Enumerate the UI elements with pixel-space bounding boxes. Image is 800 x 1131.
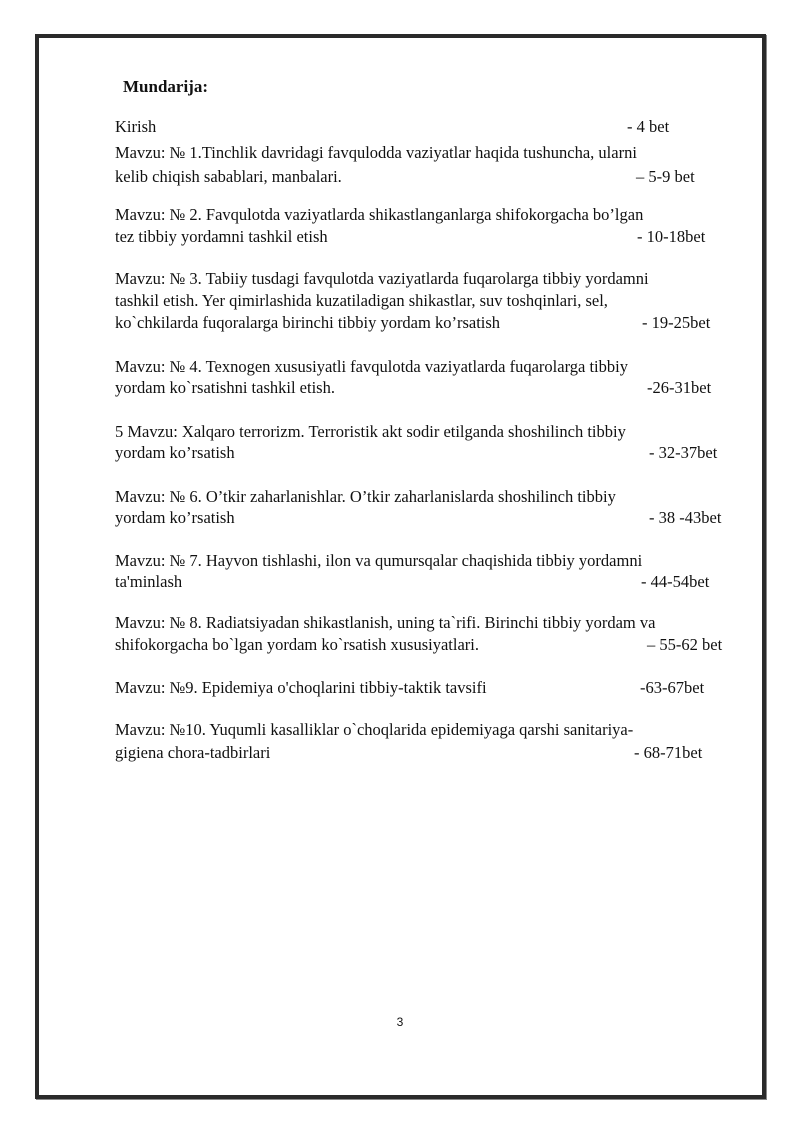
toc-entry-10-pages: - 68-71bet	[634, 743, 703, 762]
toc-entry-10-line-0: Mavzu: №10. Yuqumli kasalliklar o`choqlarida epidemiyaga qarshi sanitariya-	[115, 720, 634, 739]
toc-entry-2-line-0: Mavzu: № 2. Favqulotda vaziyatlarda shikastlanganlarga shifokorgacha bo’lgan	[115, 205, 644, 224]
toc-entry-2-line-1: tez tibbiy yordamni tashkil etish	[115, 227, 328, 246]
page-number: 3	[396, 1015, 404, 1029]
toc-entry-7-pages: - 44-54bet	[641, 572, 710, 591]
toc-entry-5-line-0: 5 Mavzu: Xalqaro terrorizm. Terroristik akt sodir etilganda shoshilinch tibbiy	[115, 422, 626, 441]
toc-entry-7-line-1: ta'minlash	[115, 572, 183, 591]
toc-entry-6-pages: - 38 -43bet	[649, 508, 722, 527]
toc-entry-6-line-0: Mavzu: № 6. O’tkir zaharlanishlar. O’tkir zaharlanislarda shoshilinch tibbiy	[115, 487, 616, 506]
toc-entry-4-line-1: yordam ko`rsatishni tashkil etish.	[115, 378, 335, 397]
toc-entry-7-line-0: Mavzu: № 7. Hayvon tishlashi, ilon va qumursqalar chaqishida tibbiy yordamni	[115, 551, 643, 570]
toc-entry-8-line-1: shifokorgacha bo`lgan yordam ko`rsatish xususiyatlari.	[115, 635, 479, 654]
toc-entry-1-pages: – 5-9 bet	[636, 167, 695, 186]
toc-entry-5-line-1: yordam ko’rsatish	[115, 443, 235, 462]
toc-entry-9-line-0: Mavzu: №9. Epidemiya o'choqlarini tibbiy-taktik tavsifi	[115, 678, 487, 697]
toc-entry-4-line-0: Mavzu: № 4. Texnogen xususiyatli favqulotda vaziyatlarda fuqarolarga tibbiy	[115, 357, 628, 376]
toc-entry-4-pages: -26-31bet	[647, 378, 712, 397]
toc-entry-0-pages: - 4 bet	[627, 117, 670, 136]
toc-entry-0-line-0: Kirish	[115, 117, 157, 136]
toc-entry-8-line-0: Mavzu: № 8. Radiatsiyadan shikastlanish, uning ta`rifi. Birinchi tibbiy yordam va	[115, 613, 656, 632]
toc-entry-8-pages: – 55-62 bet	[647, 635, 723, 654]
toc-entry-2-pages: - 10-18bet	[637, 227, 706, 246]
toc-entry-3-line-1: tashkil etish. Yer qimirlashida kuzatiladigan shikastlar, suv toshqinlari, sel,	[115, 291, 608, 310]
toc-entry-1-line-0: Mavzu: № 1.Tinchlik davridagi favqulodda vaziyatlar haqida tushuncha, ularni	[115, 143, 637, 162]
toc-entry-6-line-1: yordam ko’rsatish	[115, 508, 235, 527]
toc-entry-10-line-1: gigiena chora-tadbirlari	[115, 743, 271, 762]
toc-entry-3-line-2: ko`chkilarda fuqoralarga birinchi tibbiy yordam ko’rsatish	[115, 313, 501, 332]
toc-entry-3-pages: - 19-25bet	[642, 313, 711, 332]
toc-heading: Mundarija:	[123, 77, 208, 96]
toc-entry-3-line-0: Mavzu: № 3. Tabiiy tusdagi favqulotda vaziyatlarda fuqarolarga tibbiy yordamni	[115, 269, 649, 288]
toc-entry-9-pages: -63-67bet	[640, 678, 705, 697]
toc-entry-5-pages: - 32-37bet	[649, 443, 718, 462]
toc-entry-1-line-1: kelib chiqish sabablari, manbalari.	[115, 167, 342, 186]
